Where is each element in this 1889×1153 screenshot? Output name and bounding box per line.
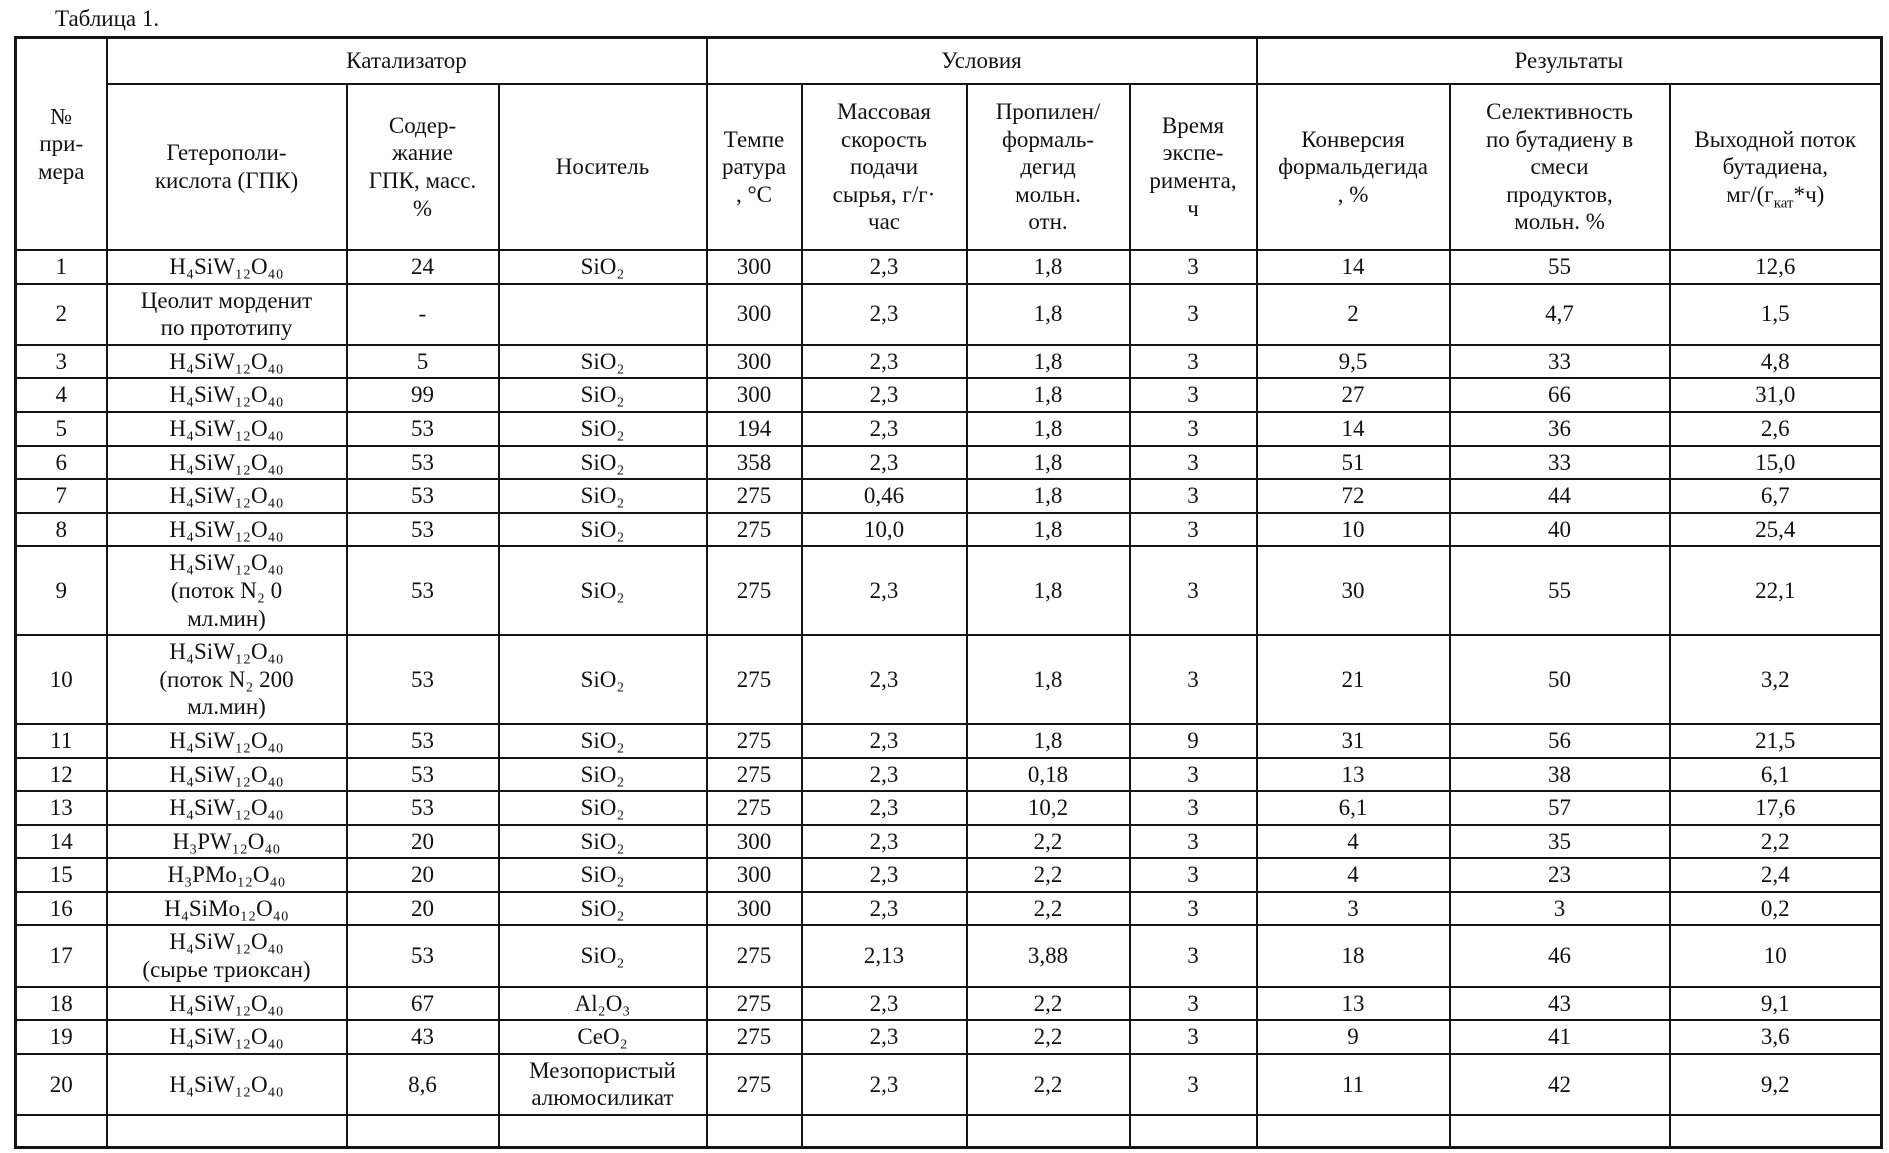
group-header-conditions: Условия (707, 38, 1257, 85)
table-cell: 19 (16, 1020, 107, 1054)
table-cell: SiO₂ (499, 345, 707, 379)
table-cell: 16 (16, 892, 107, 926)
output-flow-label: Выходной поток бутадиена, (1694, 126, 1857, 180)
table-cell: - (347, 284, 499, 345)
table-cell: 3 (1130, 892, 1257, 926)
table-cell: H₄SiW₁₂O₄₀ (107, 446, 347, 480)
table-cell: 1,8 (967, 345, 1130, 379)
table-cell: 3 (1130, 513, 1257, 547)
table-cell: 10,0 (802, 513, 967, 547)
col-header-heteropolyacid: Гетерополи- кислота (ГПК) (107, 84, 347, 250)
table-cell: 2 (16, 284, 107, 345)
table-cell (499, 284, 707, 345)
table-cell: 300 (707, 892, 802, 926)
col-header-experiment-time: Время экспе- римента, ч (1130, 84, 1257, 250)
table-cell: 3 (16, 345, 107, 379)
group-header-catalyst: Катализатор (107, 38, 707, 85)
table-cell: 20 (347, 825, 499, 859)
table-cell: 2,3 (802, 378, 967, 412)
table-cell: 4,7 (1450, 284, 1670, 345)
table-cell: 3 (1130, 412, 1257, 446)
table-row (16, 987, 1882, 1021)
table-cell (107, 1115, 347, 1148)
output-flow-unit-suffix: *ч) (1793, 181, 1825, 207)
table-row (16, 635, 1882, 724)
table-cell: 2,13 (802, 925, 967, 986)
table-cell: 275 (707, 724, 802, 758)
table-cell: 53 (347, 513, 499, 547)
table-cell: 4 (1257, 858, 1450, 892)
table-cell: SiO₂ (499, 412, 707, 446)
table-cell: 275 (707, 925, 802, 986)
table-header (16, 38, 1882, 251)
table-row (16, 513, 1882, 547)
table-cell: 275 (707, 479, 802, 513)
table-cell: 2,3 (802, 546, 967, 635)
table-cell: 3 (1130, 546, 1257, 635)
col-header-temperature: Темпе ратура , °С (707, 84, 802, 250)
table-cell: 3,2 (1670, 635, 1882, 724)
col-header-butadiene-output-flow (1670, 84, 1882, 250)
table-cell: 50 (1450, 635, 1670, 724)
table-cell: 10 (16, 635, 107, 724)
table-cell: 15 (16, 858, 107, 892)
table-cell: H₄SiW₁₂O₄₀ (сырье триоксан) (107, 925, 347, 986)
table-cell: 53 (347, 791, 499, 825)
table-cell: 9,2 (1670, 1054, 1882, 1115)
table-cell: 2,2 (967, 1020, 1130, 1054)
table-cell: 43 (1450, 987, 1670, 1021)
table-cell (967, 1115, 1130, 1148)
table-cell: 3 (1130, 378, 1257, 412)
table-cell: 57 (1450, 791, 1670, 825)
table-title: Таблица 1. (55, 6, 160, 31)
table-cell: 44 (1450, 479, 1670, 513)
table-cell: 43 (347, 1020, 499, 1054)
table-body (16, 250, 1882, 1148)
table-cell: 8 (16, 513, 107, 547)
table-cell: 53 (347, 724, 499, 758)
table-cell: 275 (707, 758, 802, 792)
table-cell: H₄SiW₁₂O₄₀ (107, 250, 347, 284)
table-cell: 275 (707, 1054, 802, 1115)
table-cell: 21,5 (1670, 724, 1882, 758)
table-cell: Цеолит морденит по прототипу (107, 284, 347, 345)
table-row (16, 1115, 1882, 1148)
table-cell (499, 1115, 707, 1148)
table-cell: 0,18 (967, 758, 1130, 792)
table-cell: 14 (1257, 412, 1450, 446)
table-row (16, 724, 1882, 758)
table-cell: Al₂O₃ (499, 987, 707, 1021)
table-cell: 2,2 (967, 987, 1130, 1021)
table-cell: 2,3 (802, 284, 967, 345)
table-cell: 300 (707, 345, 802, 379)
table-cell: 10 (1670, 925, 1882, 986)
table-cell: 2,3 (802, 758, 967, 792)
table-row (16, 546, 1882, 635)
table-cell: 53 (347, 546, 499, 635)
table-cell: H₄SiW₁₂O₄₀ (107, 724, 347, 758)
table-cell: SiO₂ (499, 250, 707, 284)
table-cell: 9 (16, 546, 107, 635)
table-cell: 300 (707, 250, 802, 284)
table-row (16, 1020, 1882, 1054)
table-cell: 2 (1257, 284, 1450, 345)
table-cell: 53 (347, 925, 499, 986)
table-cell: 6,1 (1670, 758, 1882, 792)
table-cell: CeO₂ (499, 1020, 707, 1054)
table-cell: 31 (1257, 724, 1450, 758)
table-cell: 3 (1130, 925, 1257, 986)
table-cell: 3 (1130, 250, 1257, 284)
table-cell: 33 (1450, 345, 1670, 379)
table-cell: 55 (1450, 546, 1670, 635)
table-cell (1257, 1115, 1450, 1148)
table-cell: 10,2 (967, 791, 1130, 825)
table-cell: SiO₂ (499, 925, 707, 986)
table-cell: 2,3 (802, 412, 967, 446)
table-cell: 17 (16, 925, 107, 986)
table-cell: 23 (1450, 858, 1670, 892)
table-cell: 3 (1130, 758, 1257, 792)
table-cell: 2,3 (802, 446, 967, 480)
table-cell: 275 (707, 635, 802, 724)
table-cell: 99 (347, 378, 499, 412)
table-cell: 27 (1257, 378, 1450, 412)
table-cell: 67 (347, 987, 499, 1021)
table-cell: 300 (707, 825, 802, 859)
table-cell: H₄SiW₁₂O₄₀ (107, 791, 347, 825)
column-header-row (16, 84, 1882, 250)
table-row (16, 1054, 1882, 1115)
table-cell: 8,6 (347, 1054, 499, 1115)
table-cell: 275 (707, 513, 802, 547)
table-cell: 275 (707, 1020, 802, 1054)
table-cell: 300 (707, 284, 802, 345)
table-row (16, 758, 1882, 792)
table-row (16, 446, 1882, 480)
table-cell: 3 (1130, 345, 1257, 379)
table-cell: SiO₂ (499, 892, 707, 926)
table-cell: 53 (347, 412, 499, 446)
table-cell: SiO₂ (499, 479, 707, 513)
table-cell: 18 (16, 987, 107, 1021)
catalyst-results-table (14, 36, 1883, 1149)
table-cell: H₄SiW₁₂O₄₀ (107, 1054, 347, 1115)
table-cell: 20 (16, 1054, 107, 1115)
col-header-hpa-content: Содер- жание ГПК, масс. % (347, 84, 499, 250)
table-cell: 300 (707, 378, 802, 412)
table-cell: SiO₂ (499, 635, 707, 724)
table-cell: 2,3 (802, 791, 967, 825)
table-cell: 2,2 (967, 892, 1130, 926)
table-cell: 7 (16, 479, 107, 513)
table-cell: H₄SiW₁₂O₄₀ (107, 758, 347, 792)
table-cell: 40 (1450, 513, 1670, 547)
table-cell (802, 1115, 967, 1148)
table-cell: 0,2 (1670, 892, 1882, 926)
table-cell: 1,8 (967, 546, 1130, 635)
table-cell: 2,2 (967, 825, 1130, 859)
table-cell: 2,3 (802, 892, 967, 926)
table-cell: 6,1 (1257, 791, 1450, 825)
table-cell: 66 (1450, 378, 1670, 412)
table-cell: 1,8 (967, 412, 1130, 446)
table-cell: 3 (1130, 479, 1257, 513)
col-header-carrier: Носитель (499, 84, 707, 250)
table-cell: 53 (347, 635, 499, 724)
output-flow-unit-subscript: кат (1773, 195, 1794, 212)
table-cell: 22,1 (1670, 546, 1882, 635)
table-cell: 2,3 (802, 724, 967, 758)
table-cell: 358 (707, 446, 802, 480)
table-cell: 3 (1130, 858, 1257, 892)
table-cell: 11 (1257, 1054, 1450, 1115)
table-cell: 15,0 (1670, 446, 1882, 480)
table-cell: 18 (1257, 925, 1450, 986)
table-row (16, 345, 1882, 379)
table-cell (1130, 1115, 1257, 1148)
table-cell: 0,46 (802, 479, 967, 513)
table-cell: 2,3 (802, 825, 967, 859)
table-cell: SiO₂ (499, 446, 707, 480)
table-cell: Мезопористый алюмосиликат (499, 1054, 707, 1115)
table-cell: H₄SiW₁₂O₄₀ (107, 412, 347, 446)
col-header-formaldehyde-conversion: Конверсия формальдегида , % (1257, 84, 1450, 250)
table-cell: SiO₂ (499, 724, 707, 758)
table-cell: H₃PMo₁₂O₄₀ (107, 858, 347, 892)
table-cell: 2,3 (802, 345, 967, 379)
table-cell: 14 (1257, 250, 1450, 284)
table-cell: 2,2 (967, 858, 1130, 892)
table-cell (707, 1115, 802, 1148)
table-row (16, 925, 1882, 986)
table-cell: 14 (16, 825, 107, 859)
table-cell: 3 (1130, 446, 1257, 480)
table-cell: 4 (16, 378, 107, 412)
table-cell: 1 (16, 250, 107, 284)
table-cell: 4,8 (1670, 345, 1882, 379)
table-cell: 9,5 (1257, 345, 1450, 379)
table-row (16, 791, 1882, 825)
table-cell: 21 (1257, 635, 1450, 724)
table-cell: 5 (347, 345, 499, 379)
col-header-feed-rate: Массовая скорость подачи сырья, г/г· час (802, 84, 967, 250)
table-cell: 9 (1130, 724, 1257, 758)
table-cell: 2,2 (967, 1054, 1130, 1115)
table-cell: 20 (347, 858, 499, 892)
table-cell: 1,8 (967, 446, 1130, 480)
table-cell: 1,8 (967, 635, 1130, 724)
table-cell: H₄SiW₁₂O₄₀ (107, 513, 347, 547)
group-header-results: Результаты (1257, 38, 1882, 85)
table-cell: 17,6 (1670, 791, 1882, 825)
table-cell: 2,3 (802, 250, 967, 284)
table-cell: SiO₂ (499, 791, 707, 825)
col-header-butadiene-selectivity: Селективность по бутадиену в смеси продуктов, мольн. % (1450, 84, 1670, 250)
table-cell: 275 (707, 987, 802, 1021)
table-cell: 30 (1257, 546, 1450, 635)
table-cell: 4 (1257, 825, 1450, 859)
table-cell: 2,4 (1670, 858, 1882, 892)
table-cell: H₄SiMo₁₂O₄₀ (107, 892, 347, 926)
table-cell: 1,8 (967, 250, 1130, 284)
table-cell: H₃PW₁₂O₄₀ (107, 825, 347, 859)
table-row (16, 378, 1882, 412)
table-cell: 3 (1257, 892, 1450, 926)
table-cell: 2,3 (802, 858, 967, 892)
table-cell: 56 (1450, 724, 1670, 758)
table-cell: 53 (347, 479, 499, 513)
table-cell: 3 (1130, 284, 1257, 345)
table-cell: 2,3 (802, 1054, 967, 1115)
table-cell: SiO₂ (499, 378, 707, 412)
table-cell: 6,7 (1670, 479, 1882, 513)
table-cell: 2,6 (1670, 412, 1882, 446)
table-cell: 13 (16, 791, 107, 825)
table-cell: 300 (707, 858, 802, 892)
table-cell (1450, 1115, 1670, 1148)
table-row (16, 858, 1882, 892)
table-cell: 42 (1450, 1054, 1670, 1115)
table-row (16, 825, 1882, 859)
output-flow-unit-prefix: мг/(г (1726, 181, 1774, 207)
table-cell: 11 (16, 724, 107, 758)
table-cell: 3 (1130, 825, 1257, 859)
table-cell: SiO₂ (499, 546, 707, 635)
table-cell: 9,1 (1670, 987, 1882, 1021)
table-cell: SiO₂ (499, 825, 707, 859)
table-cell: 3 (1130, 1054, 1257, 1115)
table-cell: SiO₂ (499, 758, 707, 792)
table-cell: 2,3 (802, 635, 967, 724)
table-cell: 1,5 (1670, 284, 1882, 345)
table-cell: H₄SiW₁₂O₄₀ (107, 1020, 347, 1054)
table-cell: 1,8 (967, 378, 1130, 412)
table-cell: 46 (1450, 925, 1670, 986)
table-cell (1670, 1115, 1882, 1148)
table-cell: 1,8 (967, 479, 1130, 513)
table-cell: 33 (1450, 446, 1670, 480)
table-cell: 25,4 (1670, 513, 1882, 547)
table-row (16, 250, 1882, 284)
table-cell: 1,8 (967, 513, 1130, 547)
table-cell: 5 (16, 412, 107, 446)
table-cell: 24 (347, 250, 499, 284)
table-cell: 3,88 (967, 925, 1130, 986)
table-row (16, 479, 1882, 513)
table-cell: 13 (1257, 758, 1450, 792)
table-cell: 13 (1257, 987, 1450, 1021)
table-cell: 55 (1450, 250, 1670, 284)
table-cell: 2,3 (802, 987, 967, 1021)
table-cell: 3 (1130, 791, 1257, 825)
table-cell: H₄SiW₁₂O₄₀ (107, 345, 347, 379)
table-cell: H₄SiW₁₂O₄₀ (107, 987, 347, 1021)
table-cell: 53 (347, 758, 499, 792)
table-cell: 38 (1450, 758, 1670, 792)
table-cell: 6 (16, 446, 107, 480)
table-cell: 3 (1130, 987, 1257, 1021)
col-header-example-number: № при- мера (16, 38, 107, 251)
table-row (16, 412, 1882, 446)
table-cell: H₄SiW₁₂O₄₀ (поток N₂ 0 мл.мин) (107, 546, 347, 635)
table-cell: 2,3 (802, 1020, 967, 1054)
table-cell: 36 (1450, 412, 1670, 446)
table-cell: SiO₂ (499, 858, 707, 892)
group-header-row (16, 38, 1882, 85)
table-cell: 194 (707, 412, 802, 446)
table-cell: 9 (1257, 1020, 1450, 1054)
table-cell: H₄SiW₁₂O₄₀ (107, 479, 347, 513)
table-cell: 72 (1257, 479, 1450, 513)
table-cell: 3 (1130, 635, 1257, 724)
table-cell: 53 (347, 446, 499, 480)
table-cell: 20 (347, 892, 499, 926)
table-cell: 41 (1450, 1020, 1670, 1054)
table-cell: H₄SiW₁₂O₄₀ (поток N₂ 200 мл.мин) (107, 635, 347, 724)
table-row (16, 892, 1882, 926)
table-cell: 10 (1257, 513, 1450, 547)
table-cell: 3 (1130, 1020, 1257, 1054)
table-cell (347, 1115, 499, 1148)
table-cell: 12,6 (1670, 250, 1882, 284)
table-cell: 51 (1257, 446, 1450, 480)
table-cell: H₄SiW₁₂O₄₀ (107, 378, 347, 412)
table-cell: SiO₂ (499, 513, 707, 547)
table-cell: 3 (1450, 892, 1670, 926)
table-cell: 1,8 (967, 284, 1130, 345)
table-cell: 275 (707, 791, 802, 825)
table-row (16, 284, 1882, 345)
table-cell: 35 (1450, 825, 1670, 859)
table-cell (16, 1115, 107, 1148)
table-cell: 275 (707, 546, 802, 635)
table-cell: 2,2 (1670, 825, 1882, 859)
col-header-propylene-formaldehyde-ratio: Пропилен/ формаль- дегид мольн. отн. (967, 84, 1130, 250)
table-cell: 3,6 (1670, 1020, 1882, 1054)
table-cell: 1,8 (967, 724, 1130, 758)
table-cell: 12 (16, 758, 107, 792)
table-cell: 31,0 (1670, 378, 1882, 412)
